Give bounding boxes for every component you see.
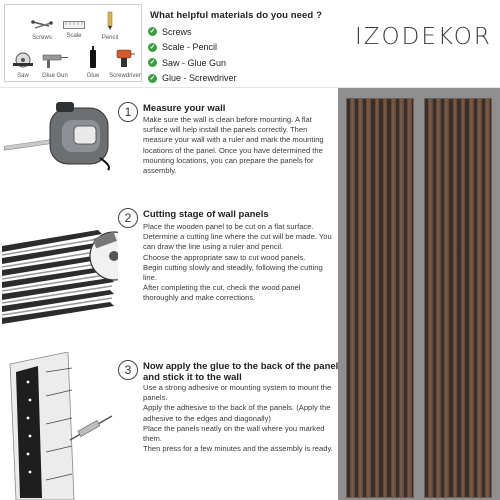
step-number-badge: 3 (118, 360, 138, 380)
step-title: Now apply the glue to the back of the panel and stick it to the wall (143, 361, 339, 383)
step-2 (118, 208, 334, 348)
step-description: Place the wooden panel to be cut on a flat surface. Determine a cutting line where the cut will be made. You can draw the line using a ruler and pencil. Choose the appropriate saw to cut wood panels. Begin cutting slowly and steadily, following the cutting line. After completing the cut, check the wood panel thoroughly and make corrections. (143, 222, 332, 303)
tape-measure-illustration (4, 100, 116, 172)
wall-panel-photo (338, 88, 500, 500)
step-title: Measure your wall (143, 103, 226, 114)
check-icon: ✓ (149, 43, 156, 51)
glue-tube-icon (88, 45, 98, 69)
scale-tool (61, 21, 87, 39)
wood-slat (407, 99, 412, 497)
step-1 (118, 102, 334, 198)
materials-title: What helpful materials do you need ? (150, 10, 322, 21)
pencil-icon (105, 11, 115, 31)
glue-gun-icon (41, 49, 69, 69)
wood-slat (358, 99, 363, 497)
step-title: Cutting stage of wall panels (143, 209, 269, 220)
saw-tool (9, 51, 37, 79)
screws-label: Screws (32, 35, 52, 41)
step-description: Use a strong adhesive or mounting system to mount the panels. Apply the adhesive to the back of the panels. (Apply the adhesive to the edges and diagonally) Place the panels neatly on the wall where you marked them. Then press for a few minutes and the assembly is ready. (143, 383, 333, 454)
wood-slat (428, 99, 433, 497)
wood-slat (391, 99, 396, 497)
glue-label: Glue (86, 73, 100, 79)
wood-slat (366, 99, 371, 497)
pencil-tool (97, 11, 123, 41)
saw-cutting-illustration (2, 226, 118, 336)
wood-slat (453, 99, 458, 497)
step-3 (118, 360, 339, 496)
check-icon: ✓ (149, 59, 156, 67)
wood-slat (469, 99, 474, 497)
step-number-badge: 2 (118, 208, 138, 228)
materials-banner (0, 0, 500, 88)
check-icon: ✓ (149, 28, 156, 36)
wood-slat (461, 99, 466, 497)
screwdriver-tool (109, 47, 141, 79)
step-number-badge: 1 (118, 102, 138, 122)
step-description: Make sure the wall is clean before mounting. A flat surface will help install the panels correctly. Then measure your wall with a ruler and mark the mounting locations of the panel. Once you have determined the mounting locations, you can prepare the panels for assembly. (143, 115, 324, 176)
pencil-label: Pencil (101, 35, 119, 41)
check-icon: ✓ (149, 74, 156, 82)
screwdriver-label: Screwdriver (109, 73, 141, 79)
wood-slat (436, 99, 441, 497)
materials-item: ✓ Scale - Pencil (149, 42, 218, 53)
wood-slat (399, 99, 404, 497)
glue-tool (83, 45, 103, 79)
materials-list (148, 24, 237, 86)
screws-tool (27, 19, 57, 41)
wood-slat (375, 99, 380, 497)
glue-gun-tool (39, 49, 71, 79)
glue-application-illustration (8, 352, 120, 500)
wood-slat-panel (424, 98, 492, 498)
wood-slat (350, 99, 355, 497)
wood-slat (485, 99, 490, 497)
tools-illustration-box (4, 4, 142, 82)
screws-icon (31, 19, 53, 31)
saw-label: Saw (17, 73, 29, 79)
materials-item: ✓ Saw - Glue Gun (149, 57, 227, 68)
wood-slat-panel (346, 98, 414, 498)
glue-gun-label: Glue Gun (42, 73, 68, 79)
ruler-icon (63, 21, 85, 29)
screwdriver-icon (114, 47, 136, 69)
wood-slat (444, 99, 449, 497)
materials-item: ✓ Glue - Screwdriver (149, 73, 237, 84)
wood-slat (383, 99, 388, 497)
materials-item: ✓ Screws (149, 26, 192, 37)
wood-slat (477, 99, 482, 497)
saw-icon (11, 51, 35, 69)
scale-label: Scale (66, 33, 82, 39)
brand-logo: IZODEKOR (355, 24, 492, 50)
